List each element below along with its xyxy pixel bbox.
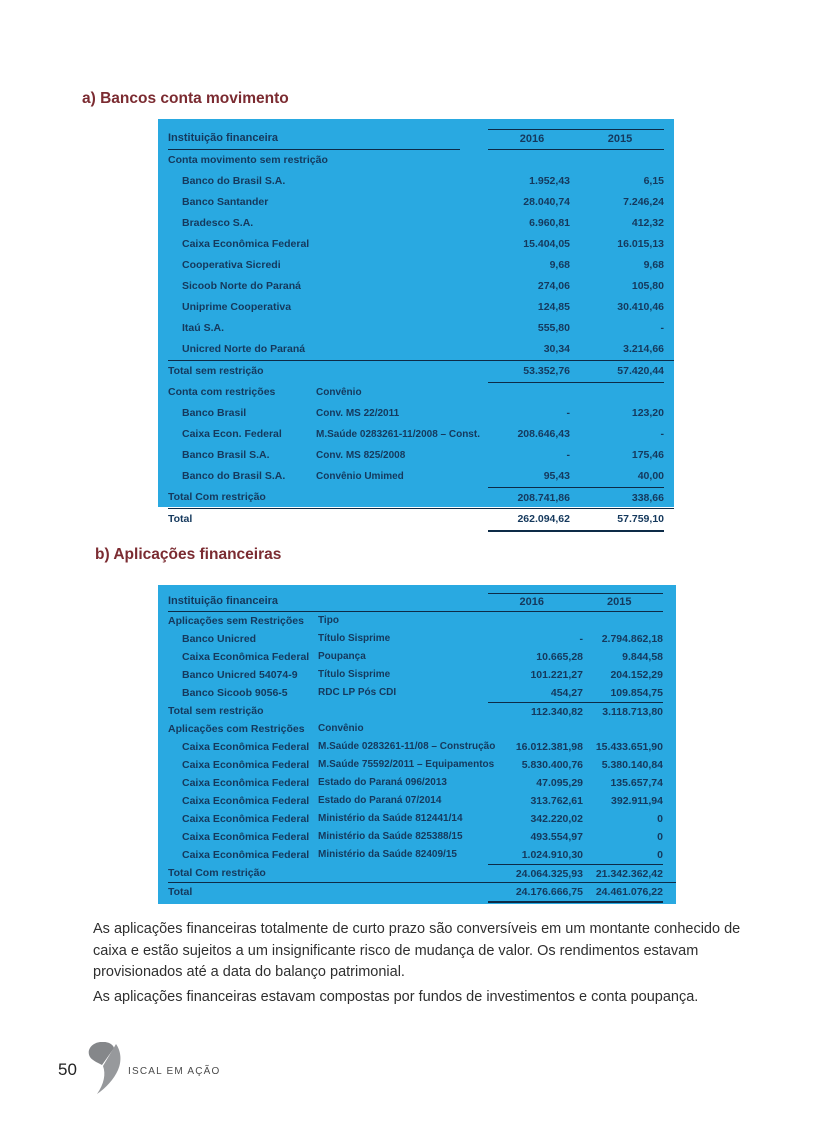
institution-cell: Total Com restrição xyxy=(168,491,266,503)
institution-cell: Banco Brasil S.A. xyxy=(182,449,270,461)
value-2016-cell: 9,68 xyxy=(549,259,570,271)
column-header-2015: 2015 xyxy=(607,596,632,608)
table-row xyxy=(168,509,674,530)
institution-cell: Unicred Norte do Paraná xyxy=(182,343,306,355)
institution-cell: Total xyxy=(168,886,193,898)
table-row xyxy=(168,864,676,883)
detail-cell: Ministério da Saúde 825388/15 xyxy=(318,831,463,842)
value-2016-cell: 30,34 xyxy=(543,343,570,355)
institution-cell: Banco Unicred xyxy=(182,633,257,645)
value-2015-cell: 24.461.076,22 xyxy=(583,883,663,903)
value-2015-cell: 392.911,94 xyxy=(611,795,663,807)
detail-cell: Convênio Umimed xyxy=(316,471,404,482)
table-row xyxy=(168,192,674,213)
value-2016-cell: 101.221,27 xyxy=(530,669,583,681)
value-2015-cell: 338,66 xyxy=(570,487,664,509)
value-2015-cell: 9,68 xyxy=(643,259,664,271)
value-2016-cell: 47.095,29 xyxy=(536,777,583,789)
value-2015-cell: 175,46 xyxy=(631,449,664,461)
detail-cell: M.Saúde 0283261-11/2008 – Const. xyxy=(316,429,480,440)
table-row xyxy=(168,339,674,360)
institution-cell: Total sem restrição xyxy=(168,705,264,717)
value-2015-cell: 109.854,75 xyxy=(610,687,663,699)
institution-cell: Banco Brasil xyxy=(182,407,247,419)
year-column-headers xyxy=(488,593,663,612)
value-2016-cell: 24.176.666,75 xyxy=(488,883,583,903)
detail-cell xyxy=(316,255,488,276)
institution-cell: Total xyxy=(168,513,193,525)
institution-cell: Banco do Brasil S.A. xyxy=(182,470,286,482)
detail-cell xyxy=(316,171,488,192)
detail-cell xyxy=(316,297,488,318)
detail-cell: RDC LP Pós CDI xyxy=(318,687,397,698)
table-row xyxy=(168,382,674,403)
detail-cell: Convênio xyxy=(318,723,364,734)
column-header-2016: 2016 xyxy=(519,133,545,145)
bancos-conta-movimento-table xyxy=(158,119,674,525)
table-row xyxy=(168,630,676,648)
table-row xyxy=(168,612,676,630)
detail-cell xyxy=(318,864,488,883)
detail-cell: Conv. MS 22/2011 xyxy=(316,408,400,419)
value-2015-cell: 204.152,29 xyxy=(610,669,663,681)
table-row xyxy=(168,828,676,846)
detail-cell: M.Saúde 75592/2011 – Equipamentos xyxy=(318,759,495,770)
value-2016-cell: 1.952,43 xyxy=(529,175,570,187)
table-row xyxy=(168,234,674,255)
table-row xyxy=(168,360,674,382)
table-body xyxy=(168,150,674,530)
detail-cell xyxy=(316,150,488,171)
value-2015-cell: - xyxy=(660,428,664,440)
institution-cell: Caixa Econômica Federal xyxy=(182,759,310,771)
table-row xyxy=(168,318,674,339)
value-2016-cell: 1.024.910,30 xyxy=(521,849,583,861)
detail-cell xyxy=(316,276,488,297)
value-2015-cell: 30.410,46 xyxy=(617,301,664,313)
detail-cell xyxy=(318,883,488,903)
value-2016-cell: 5.830.400,76 xyxy=(521,759,583,771)
detail-cell xyxy=(316,213,488,234)
value-2016-cell: 6.960,81 xyxy=(529,217,570,229)
value-2015-cell xyxy=(583,720,663,738)
table-row xyxy=(168,648,676,666)
page-number: 50 xyxy=(58,1060,77,1079)
table-row xyxy=(168,276,674,297)
value-2015-cell: 0 xyxy=(657,813,663,825)
value-2015-cell: 6,15 xyxy=(643,175,664,187)
table-row xyxy=(168,487,674,509)
value-2015-cell: 123,20 xyxy=(631,407,664,419)
value-2016-cell: 10.665,28 xyxy=(536,651,583,663)
brand-name: ISCAL EM AÇÃO xyxy=(128,1066,221,1077)
value-2015-cell: 5.380.140,84 xyxy=(601,759,663,771)
institution-cell: Caixa Econômica Federal xyxy=(182,238,310,250)
value-2015-cell: 3.118.713,80 xyxy=(583,702,663,721)
institution-cell: Caixa Econômica Federal xyxy=(182,777,310,789)
value-2015-cell: 15.433.651,90 xyxy=(595,741,663,753)
detail-cell: Poupança xyxy=(318,651,366,662)
detail-cell xyxy=(316,234,488,255)
year-column-headers xyxy=(488,129,664,150)
value-2015-cell xyxy=(570,382,664,403)
institution-cell: Banco do Brasil S.A. xyxy=(182,175,286,187)
table-row xyxy=(168,792,676,810)
value-2015-cell: 2.794.862,18 xyxy=(601,633,663,645)
table-row xyxy=(168,720,676,738)
institution-cell: Sicoob Norte do Paraná xyxy=(182,280,302,292)
detail-cell: Ministério da Saúde 82409/15 xyxy=(318,849,457,860)
value-2016-cell: 28.040,74 xyxy=(523,196,570,208)
value-2016-cell: - xyxy=(579,633,583,645)
table-row xyxy=(168,738,676,756)
value-2016-cell xyxy=(488,720,583,738)
institution-cell: Bradesco S.A. xyxy=(182,217,254,229)
institution-cell: Aplicações com Restrições xyxy=(168,723,305,735)
detail-cell: Estado do Paraná 07/2014 xyxy=(318,795,442,806)
institution-cell: Caixa Econômica Federal xyxy=(182,651,310,663)
table-row xyxy=(168,445,674,466)
detail-cell: Tipo xyxy=(318,615,339,626)
value-2016-cell: 262.094,62 xyxy=(488,509,570,532)
detail-cell xyxy=(316,192,488,213)
value-2016-cell xyxy=(488,382,570,403)
table-row xyxy=(168,466,674,487)
institution-cell: Banco Sicoob 9056-5 xyxy=(182,687,288,699)
institution-cell: Caixa Econômica Federal xyxy=(182,831,310,843)
detail-cell xyxy=(316,361,488,383)
detail-cell xyxy=(316,509,488,532)
institution-cell: Caixa Econ. Federal xyxy=(182,428,282,440)
value-2016-cell: 124,85 xyxy=(537,301,570,313)
value-2016-cell xyxy=(488,150,570,171)
value-2015-cell xyxy=(583,612,663,630)
value-2016-cell: 274,06 xyxy=(537,280,570,292)
detail-cell: M.Saúde 0283261-11/08 – Construção xyxy=(318,741,496,752)
table-header xyxy=(168,593,676,612)
value-2015-cell: 9.844,58 xyxy=(622,651,663,663)
table-row xyxy=(168,150,674,171)
value-2015-cell: 57.759,10 xyxy=(570,509,664,532)
detail-cell: Convênio xyxy=(316,387,362,398)
table-row xyxy=(168,702,676,720)
value-2015-cell: 21.342.362,42 xyxy=(583,864,663,883)
brand-swoosh-icon xyxy=(86,1042,122,1094)
institution-cell: Conta com restrições xyxy=(168,386,276,398)
institution-cell: Conta movimento sem restrição xyxy=(168,154,328,166)
column-header-2016: 2016 xyxy=(519,596,544,608)
detail-cell xyxy=(316,487,488,509)
body-paragraph: As aplicações financeiras totalmente de curto prazo são conversíveis em um montante conhecido de caixa e estão sujeitos a um insignificante risco de mudança de valor. Os rendimentos estavam provisionados até a data do balanço patrimonial. xyxy=(93,921,741,980)
table-row xyxy=(168,171,674,192)
table-header xyxy=(168,129,674,150)
section-a-heading: a) Bancos conta movimento xyxy=(82,90,289,107)
institution-cell: Banco Santander xyxy=(182,196,269,208)
institution-cell: Caixa Econômica Federal xyxy=(182,795,310,807)
value-2015-cell: 0 xyxy=(657,849,663,861)
value-2016-cell: 454,27 xyxy=(550,687,583,699)
value-2015-cell: 16.015,13 xyxy=(617,238,664,250)
value-2016-cell: 208.741,86 xyxy=(488,487,570,509)
value-2015-cell: 412,32 xyxy=(631,217,664,229)
value-2016-cell xyxy=(488,612,583,630)
value-2015-cell: 7.246,24 xyxy=(623,196,664,208)
institution-cell: Cooperativa Sicredi xyxy=(182,259,281,271)
value-2016-cell: 555,80 xyxy=(537,322,570,334)
value-2016-cell: 493.554,97 xyxy=(530,831,583,843)
institution-cell: Uniprime Cooperativa xyxy=(182,301,292,313)
table-row xyxy=(168,810,676,828)
table-row xyxy=(168,756,676,774)
detail-cell: Título Sisprime xyxy=(318,669,391,680)
table-row xyxy=(168,846,676,864)
table-row xyxy=(168,424,674,445)
value-2015-cell: 57.420,44 xyxy=(570,361,664,383)
table-row xyxy=(168,255,674,276)
value-2016-cell: - xyxy=(566,407,570,419)
value-2016-cell: 24.064.325,93 xyxy=(488,864,583,883)
value-2016-cell: 342.220,02 xyxy=(530,813,583,825)
value-2016-cell: 95,43 xyxy=(543,470,570,482)
detail-cell xyxy=(316,318,488,339)
detail-cell: Título Sisprime xyxy=(318,633,391,644)
detail-cell: Conv. MS 825/2008 xyxy=(316,450,406,461)
institution-column-header: Instituição financeira xyxy=(168,129,460,150)
institution-cell: Total sem restrição xyxy=(168,365,264,377)
value-2015-cell: 40,00 xyxy=(637,470,664,482)
institution-cell: Total Com restrição xyxy=(168,867,266,879)
body-paragraph: As aplicações financeiras estavam compostas por fundos de investimentos e conta poupança. xyxy=(93,989,699,1005)
institution-cell: Aplicações sem Restrições xyxy=(168,615,304,627)
institution-cell: Caixa Econômica Federal xyxy=(182,741,310,753)
value-2016-cell: - xyxy=(566,449,570,461)
table-row xyxy=(168,684,676,702)
table-row xyxy=(168,213,674,234)
institution-cell: Caixa Econômica Federal xyxy=(182,813,310,825)
detail-cell xyxy=(316,339,488,360)
value-2015-cell xyxy=(570,150,664,171)
value-2016-cell: 208.646,43 xyxy=(517,428,570,440)
value-2016-cell: 16.012.381,98 xyxy=(515,741,583,753)
table-row xyxy=(168,774,676,792)
table-body xyxy=(168,612,676,901)
value-2015-cell: 135.657,74 xyxy=(610,777,663,789)
detail-cell xyxy=(318,702,488,721)
value-2015-cell: 105,80 xyxy=(631,280,664,292)
value-2015-cell: 0 xyxy=(657,831,663,843)
value-2015-cell: 3.214,66 xyxy=(623,343,664,355)
detail-cell: Estado do Paraná 096/2013 xyxy=(318,777,447,788)
column-header-2015: 2015 xyxy=(607,133,633,145)
table-row xyxy=(168,403,674,424)
institution-cell: Caixa Econômica Federal xyxy=(182,849,310,861)
institution-column-header: Instituição financeira xyxy=(168,593,503,612)
table-row xyxy=(168,666,676,684)
institution-cell: Itaú S.A. xyxy=(182,322,225,334)
value-2016-cell: 112.340,82 xyxy=(488,702,583,721)
detail-cell: Ministério da Saúde 812441/14 xyxy=(318,813,463,824)
value-2016-cell: 313.762,61 xyxy=(530,795,583,807)
value-2015-cell: - xyxy=(660,322,664,334)
institution-cell: Banco Unicred 54074-9 xyxy=(182,669,298,681)
table-row xyxy=(168,883,676,901)
section-b-heading: b) Aplicações financeiras xyxy=(95,546,282,563)
aplicacoes-financeiras-table xyxy=(158,585,676,904)
table-row xyxy=(168,297,674,318)
value-2016-cell: 15.404,05 xyxy=(523,238,570,250)
value-2016-cell: 53.352,76 xyxy=(488,361,570,383)
